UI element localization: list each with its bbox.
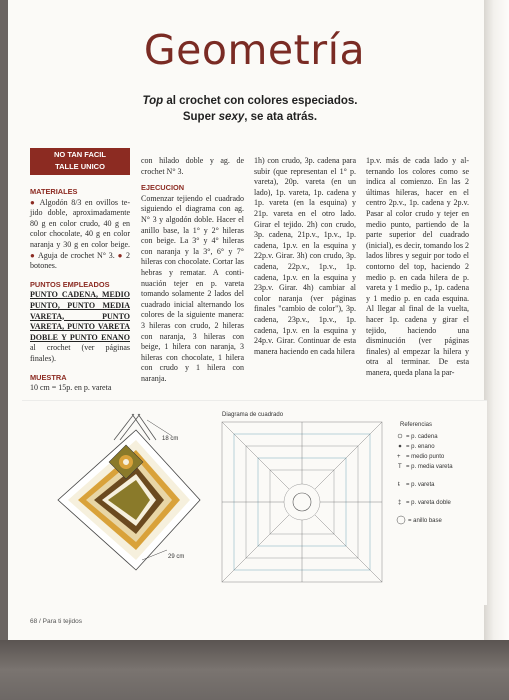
gauge-heading: MUESTRA	[30, 372, 67, 382]
stitches-heading: PUNTOS EMPLEADOS	[30, 279, 110, 289]
materials-hook: Aguja de crochet N° 3.	[37, 250, 115, 260]
stitches-list: PUNTO CADENA, MEDIO PUNTO, PUNTO MEDIA VARETA, PUNTO VARETA, PUNTO VARETA DOBLE Y PUNTO ENANO	[30, 290, 130, 342]
bullet-icon: ●	[30, 250, 36, 260]
legend-item: = medio punto	[406, 454, 445, 460]
bullet-icon: ●	[117, 250, 124, 260]
execution-heading: EJECUCION	[141, 183, 185, 193]
motif-center	[123, 459, 129, 465]
subtitle	[120, 93, 380, 125]
stitches-note: al crochet (ver páginas finales).	[30, 343, 130, 363]
subtitle-line2-emphasis: sexy	[218, 111, 245, 123]
legend-title: Referencias	[400, 422, 433, 428]
subtitle-line2-rest: , se ata atrás.	[244, 111, 318, 123]
finishing-column	[366, 156, 469, 378]
pattern-figure	[22, 400, 487, 605]
legend-item: = anillo base	[408, 518, 442, 524]
difficulty-badge	[30, 148, 130, 175]
legend-item: = p. vareta doble	[406, 500, 451, 506]
gauge-text: 10 cm = 15p. en p. vareta	[30, 383, 112, 393]
materials-column	[30, 183, 130, 394]
page-footer: 68 / Para ti tejidos	[30, 618, 83, 625]
subtitle-emphasis: Top	[142, 95, 164, 107]
half-double-icon: T	[398, 464, 402, 470]
bullet-icon: ●	[30, 197, 37, 207]
dim-top-label: 18 cm	[162, 436, 179, 442]
diagram-title: Diagrama de cuadrado	[222, 412, 284, 418]
execution-intro: con hilado doble y ag. de crochet N° 3.	[141, 156, 244, 176]
execution-column	[141, 156, 244, 384]
finishing-text: 1p.v. más de cada lado y alternando los colores como se indica al comienzo. En las 2 últimas hileras, hacer en el centro 2p.v., 1p. cadena y 2p.v. Pasar al color crudo y tejer en medio punto, partiendo de la parte superior del cuadrado (inicial), es decir, tomando los 2 lados libres y seguir por todo el contorno del top, haciendo 2 medio p. en cada hilera de p. vareta y 1 medio p., 1p. cadena y 1 medio p. en cada esquina. Al llegar al final de la vuelta, hacer 1p. cadena y girar el tejido, haciendo una disminución (ver páginas finales) al empezar la hilera y otra al terminar. De esta manera, queda plana la par-	[366, 156, 469, 377]
materials-text	[30, 198, 130, 272]
size-label: TALLE UNICO	[55, 162, 105, 171]
legend-item: = p. enano	[406, 444, 435, 450]
subtitle-line1: al crochet con colores especiados.	[163, 95, 358, 107]
slip-stitch-icon	[399, 445, 402, 448]
page-fold-shadow	[484, 0, 509, 640]
page-title: Geometría	[143, 26, 366, 74]
legend-item: = p. vareta	[406, 482, 435, 488]
treble-crochet-icon: ‡	[398, 500, 402, 506]
rows-text: 1h) con crudo, 3p. cadena para subir (que representan el 1° p. vareta), 20p. vareta (en un lado), 1p. vareta, 1p. cadena y 1p. vareta (en la esquina) y 21p. vareta en el otro lado. Girar el tejido. 2h) con crudo, 3p. cadena, 21p.v., 1p.v., 1p. cadena, 1p.v. en la esquina y 22p.v. Girar. 3h) con crudo, 3p. cadena, 22p.v., 1p.v., 1p. cadena, 1p.v. en la esquina y 23p.v. Girar. 4h) cambiar al color naranja (ver páginas finales "cambio de color"), 3p. cadena, 23p.v., 1p.v., 1p. cadena, 1p.v. en la esquina y 24p.v. Girar. Continuar de esta manera haciendo en cada hilera	[254, 156, 356, 356]
execution-text: Comenzar tejiendo el cuadrado siguiendo el diagrama con ag. N° 3 y algodón doble. Hacer el anillo base, la 1° y 2° hileras con beige. La 3° y 4° hileras con naranja y la 3°, 6° y 7° hileras con chocolate. Cortar las hebras y rematar. A continuación tejer en p. vareta tomando solamente 2 lados del cuadrado inicial alternando los colores de la siguiente manera: 3 hileras con crudo, 2 hileras con naranja, 3 hileras con beige, 1 hilera con naranja, 3 hileras con chocolate, 1 hilera con crudo y 1 hilera con naranja.	[141, 193, 244, 383]
materials-buttons: 2 botones.	[30, 250, 130, 271]
legend-item: = p. media vareta	[406, 464, 453, 470]
dim-bottom-label: 29 cm	[168, 554, 185, 560]
double-crochet-icon: ŧ	[398, 482, 400, 488]
rows-column	[254, 156, 356, 357]
scan-background	[0, 640, 509, 700]
single-crochet-icon: +	[397, 454, 401, 460]
stitches-text	[30, 290, 130, 364]
difficulty-label: NO TAN FACIL	[54, 150, 106, 159]
legend-item: = p. cadena	[406, 434, 438, 440]
subtitle-line2-pre: Super	[182, 111, 219, 123]
materials-heading: MATERIALES	[30, 187, 78, 196]
materials-body: Algodón 8/3 en ovillos tejido doble, aproximadamente 80 g en color crudo, 40 g en color chocolate, 40 g en color naranja y 30 g en color beige.	[30, 197, 131, 249]
